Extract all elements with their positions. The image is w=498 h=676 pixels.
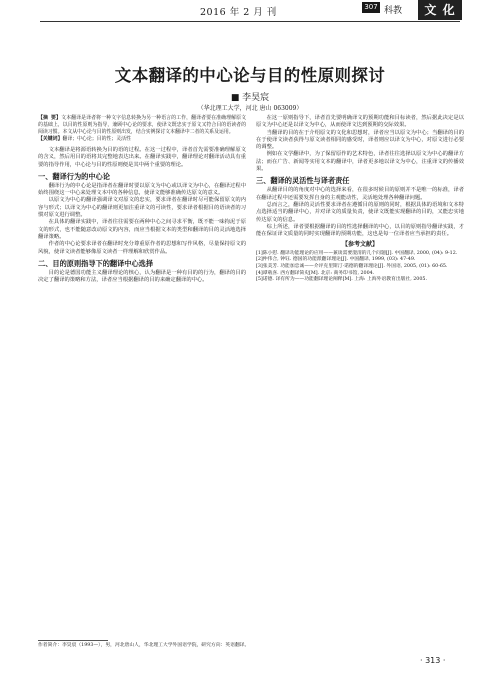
body-paragraph: 总而言之，翻译的灵活性要求译者在遵循目的原则的同时，根据具体的语境和文本特点选择适当的翻译中心，并对译文的质量负责，使译文既能实现翻译的目的，又能忠实地传达原文的信息。 bbox=[256, 201, 464, 223]
header-rule bbox=[40, 21, 460, 22]
reference-item: [1]陈小慰. 翻译功能理论的应用——兼谈需要澄清的几个问题[J]. 中国翻译, 2000, (04): 9-12. bbox=[256, 250, 458, 256]
reference-item: [3]张美芳. 功能加忠诚——介评克里斯汀·诺德的翻译理论[J]. 外国语, 2005, (01): 60-65. bbox=[256, 263, 448, 269]
body-paragraph: 从翻译目的的角度对中心的选择来看，在很多时候目的原则并不是唯一的标准，译者在翻译过程中还需要发挥自身的主观能动性，灵活地处理各种翻译问题。 bbox=[256, 187, 464, 201]
page-tag: 307 bbox=[362, 2, 380, 13]
body-paragraph: 以原文为中心的翻译强调译文对原文的忠实，要求译者在翻译时尽可能保留原文的内容与形式；以译文为中心的翻译则更加注重译文的可读性，要求译者根据目的语读者的习惯对原文进行调整。 bbox=[38, 197, 246, 219]
author-name: ■ 李昊宸 bbox=[230, 93, 270, 103]
intro-paragraph: 文本翻译是将源语转换为目的语的过程。在这一过程中，译者首先需要准确理解原文的含义，然后用目的语将其完整地表达出来。在翻译实践中，翻译理论对翻译活动具有重要的指导作用，中心论与目的性原则便是其中两个重要的理论。 bbox=[38, 147, 246, 168]
body-paragraph: 作者的中心论要求译者在翻译时充分尊重原作者的思想和写作风格，尽量保持原文的风貌，使译文读者能够像原文读者一样理解和欣赏作品。 bbox=[38, 241, 246, 255]
section-heading-3: 三、翻译的灵活性与译者责任 bbox=[256, 176, 350, 186]
keywords-label: 【关键词】 bbox=[38, 136, 63, 142]
author-footnote: 作者简介：李昊宸（1993—），男，河北唐山人，华北理工大学外国语学院，研究方向：英语翻译。 bbox=[38, 643, 250, 648]
page-header bbox=[0, 0, 498, 26]
issue-date: 2016 年 2 月 刊 bbox=[200, 7, 277, 18]
references-title: 【参考文献】 bbox=[341, 241, 378, 249]
body-paragraph: 例如在文学翻译中，为了保留原作的艺术特色，译者往往选择以原文为中心的翻译方法；而在广告、新闻等实用文本的翻译中，译者更多地以译文为中心，注重译文的传播效果。 bbox=[256, 151, 464, 173]
footnote-rule bbox=[38, 640, 108, 641]
body-paragraph: 当翻译的目的在于介绍原文的文化和思想时，译者应当以原文为中心；当翻译的目的在于使译文读者获得与原文读者相同的感受时，译者则应以译文为中心，对原文进行必要的调整。 bbox=[256, 129, 464, 151]
page-number: · 313 · bbox=[420, 656, 446, 665]
column-left bbox=[38, 115, 246, 284]
section-heading-1: 一、翻译行为的中心论 bbox=[38, 171, 110, 181]
keywords-text: 翻译；中心论；目的性；灵活性 bbox=[62, 136, 131, 142]
column-right bbox=[256, 115, 464, 284]
reference-item: [2]仲伟合, 钟钰. 德国的功能派翻译理论[J]. 中国翻译, 1999, (03): 47-49. bbox=[256, 257, 416, 263]
journal-logo: 文 化 bbox=[418, 0, 462, 20]
body-paragraph: 翻译行为的中心论是指译者在翻译时要以原文为中心或以译文为中心，在翻译过程中始终围绕这一中心来处理文本中的各种信息，使译文能够准确传达原文的意义。 bbox=[38, 182, 246, 197]
author-affiliation: （华北理工大学，河北 唐山 063009） bbox=[197, 105, 303, 112]
abstract-block bbox=[38, 115, 246, 143]
body-paragraph: 在这一原则指导下，译者首先要明确译文的预期功能和目标读者，然后据此决定是以原文为中心还是以译文为中心，从而使译文达到预期的交际效果。 bbox=[256, 115, 464, 129]
reference-item: [4]谭载喜. 西方翻译简史[M]. 北京: 商务印书馆, 2004. bbox=[256, 270, 375, 276]
article-title: 文本翻译的中心论与目的性原则探讨 bbox=[114, 66, 386, 85]
body-paragraph: 目的论是德国功能主义翻译理论的核心，认为翻译是一种有目的的行为，翻译的目的决定了翻译的策略和方法，译者应当根据翻译的目的来确定翻译的中心。 bbox=[38, 269, 246, 284]
reference-item: [5]诺德. 译有所为——功能翻译理论阐释[M]. 上海: 上海外语教育出版社, 2005. bbox=[256, 277, 427, 283]
journal-name: 科教 bbox=[384, 6, 403, 16]
abstract-text: 文本翻译是译者将一种文字信息转换为另一种语言的工作，翻译者要在准确理解原文的基础上，以目的性原则为指导，兼顾中心论的要求，使译文既忠实于原文又符合目的语读者的阅读习惯。本文从中心论与目的性原则出发，结合实例探讨文本翻译中二者的关系及运用。 bbox=[38, 115, 246, 135]
body-paragraph: 综上所述，译者要根据翻译的目的性选择翻译的中心，以目的原则指导翻译实践，才能在保证译文质量的同时实现翻译的预期功能，这也是每一位译者应当承担的责任。 bbox=[256, 223, 464, 238]
section-heading-2: 二、目的原则指导下的翻译中心选择 bbox=[38, 258, 154, 268]
body-paragraph: 在具体的翻译实践中，译者往往需要在两种中心之间寻求平衡，既不能一味拘泥于原文的形式，也不能随意改动原文的内容，而应当根据文本的类型和翻译的目的灵活地选择翻译策略。 bbox=[38, 219, 246, 240]
abstract-label: 【摘 要】 bbox=[38, 115, 62, 121]
